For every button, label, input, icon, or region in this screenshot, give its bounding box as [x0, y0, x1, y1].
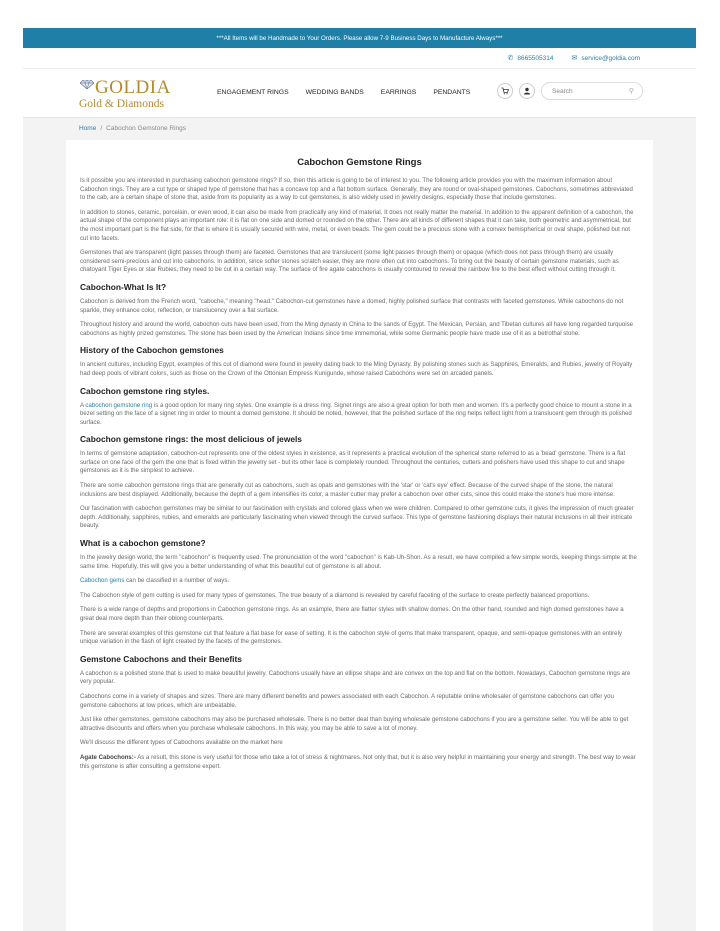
cabochon-gems-link[interactable]: Cabochon gems — [80, 577, 125, 585]
article-paragraph: Our fascination with cabochon gemstones may be similar to our fascination with crystals and colored glass when we were children. Compared to other gemstone cuts, it gives the impression of much greater depth. Additionally, sapphires, rubies, and emeralds are particularly fascinating when viewed through the curved surface. This type of gemstone fashioning displays their natural inclusions in all their intricate beauty. — [80, 505, 634, 530]
breadcrumb-home[interactable]: Home — [79, 124, 97, 132]
article-paragraph: There are several examples of this gemstone cut that feature a flat base for ease of setting. It is the cabochon style of gems that make transparent, opaque, and semi-opaque gemstones with an entirely unique variation in the flash of light created by the facets of the gemstones. — [80, 629, 622, 646]
nav-earrings[interactable]: EARRINGS — [380, 89, 417, 96]
text-span: is a good option for many ring styles. One example is a dress ring. Signet rings are also a great option for both men and women. It's a perfectly good choice to mount a stone in a bezel setting on the face of a signet ring in order to mount a domed gemstone. It should be noted, however, that the polished surface of the ring helps reflect light from a translucent gem through its polished surface. — [80, 401, 632, 426]
article-paragraph: The Cabochon style of gem cutting is used for many types of gemstones. The true beauty of a diamond is revealed by careful faceting of the surface to create perfectly balanced proportions. — [80, 591, 590, 599]
text-span: As a result, this stone is very useful for those who take a lot of stress & nightmares. Not only that, but it is also very helpful in maintaining your energy and strength. The best way to wear this gemstone is after consulting a gemstone expert. — [80, 753, 636, 770]
phone-link[interactable] — [507, 54, 553, 62]
article-paragraph: Cabochon is derived from the French word, "caboche," meaning "head." Cabochon-cut gemstones have a domed, highly polished surface that contrasts with faceted gemstones. While cabochons do not sparkle, they enhance color, reflection, or translucency over a flat surface. — [80, 297, 624, 314]
logo-title: GOLDIA — [95, 77, 171, 98]
page — [23, 28, 696, 931]
envelope-icon: ✉ — [571, 55, 578, 62]
article-paragraph — [80, 402, 639, 428]
cart-icon — [501, 87, 509, 95]
article-paragraph: In addition to stones, ceramic, porcelain, or even wood, it can also be made from practically any kind of material. It does not really matter the material. In addition to the apparent definition of a cabochon, the actual shape of the component plays an important role: it is flat on one side and domed or rounded on the other. There are all kinds of different shapes that it can take, both geometric and asymmetrical, but the most important part is the flat side, for that is where it is usually secured with wire, metal, or even beads. The gem could be a precious stone with a convex hemispherical or oval shape, polished but not cut into facets. — [80, 208, 634, 242]
account-button[interactable] — [519, 83, 535, 99]
article-paragraph — [80, 754, 639, 771]
section-heading: What is a cabochon gemstone? — [80, 538, 206, 549]
article-paragraph: Throughout history and around the world, cabochon cuts have been used, from the Ming dynasty in China to the sands of Egypt. The Mexican, Persian, and Tibetan cultures all have long regarded turquoise cabochons as highly prized gemstones. The stone has been used by the American Indians since time immemorial, while some Germanic people have made use of it as a betrothal stone. — [80, 321, 634, 337]
text-span: can be classified in a number of ways. — [124, 577, 230, 585]
article-content — [66, 140, 653, 931]
contact-bar — [23, 48, 696, 68]
phone-number: 8665505314 — [517, 55, 554, 62]
article-paragraph: There are some cabochon gemstone rings that are generally cut as cabochons, such as opals and gemstones with the 'star' or 'cat's eye' effect. Because of the curved shape of the stone, the natural inclusions are best displayed. Additionally, because the depth of a gem intensifies its color, a master cutter may prefer a cabochon over other cuts, since this could make the stone's hue more intense. — [80, 482, 615, 498]
section-heading: History of the Cabochon gemstones — [80, 345, 224, 356]
phone-icon: ✆ — [507, 55, 514, 62]
nav-wedding-bands[interactable]: WEDDING BANDS — [305, 89, 364, 96]
main-nav — [217, 89, 470, 96]
announcement-text: ***All Items will be Handmade to Your Orders. Please allow 7-9 Business Days to Manufacture Always*** — [216, 34, 503, 42]
article-paragraph: Gemstones that are transparent (light passes through them) are faceted. Gemstones that are translucent (some light passes through them) or opaque (which does not pass through them) are usually considered semi-precious and cut into cabochons. In addition, since softer stones scratch easier, they are more often cut into cabochons. To bring out the beauty of certain gemstone materials, such as chatoyant Tiger Eyes or star Rubies, they need to be cut in a certain way. The surface of fire agate cabochons is usually contoured to reveal the rainbow fire to the best effect without cutting through it. — [80, 249, 619, 274]
article-paragraph — [80, 577, 639, 586]
article-paragraph: Just like other gemstones, gemstone cabochons may also be purchased wholesale. There is no better deal than buying wholesale gemstone cabochons if you are a gemstone seller. You will be able to get attractive discounts and offers when you purchase wholesale cabochons. In this way, you may be able to save a lot of money. — [80, 716, 629, 732]
email-address: service@goldia.com — [581, 55, 640, 62]
cabochon-ring-link[interactable]: cabochon gemstone ring — [85, 401, 153, 409]
announcement-bar — [23, 28, 696, 48]
article-paragraph: There is a wide range of depths and proportions in Cabochon gemstone rings. As an example, there are flatter styles with shallow domes. On the other hand, rounded and high domed gemstones have a great deal more depth than their oblong counterparts. — [80, 606, 624, 622]
breadcrumb-separator: / — [100, 124, 103, 132]
nav-engagement-rings[interactable]: ENGAGEMENT RINGS — [217, 89, 289, 96]
article-paragraph: We'll discuss the different types of Cabochons available on the market here — [80, 739, 283, 747]
breadcrumb-current: Cabochon Gemstone Rings — [106, 124, 187, 132]
diamond-logo-icon — [80, 80, 94, 89]
section-heading: Cabochon gemstone ring styles. — [80, 385, 210, 396]
section-heading: Cabochon gemstone rings: the most delicious of jewels — [80, 434, 302, 445]
article-paragraph: A cabochon is a polished stone that is used to make beautiful jewelry. Cabochons usually have an ellipse shape and are convex on the top and flat on the bottom. Nowadays, Cabochon gemstone rings are very popular. — [80, 669, 631, 686]
search-input[interactable] — [541, 82, 643, 100]
search-placeholder: Search — [552, 87, 573, 95]
breadcrumb — [23, 118, 696, 138]
email-link[interactable] — [572, 54, 641, 62]
search-icon[interactable]: ⚲ — [628, 88, 634, 95]
article-paragraph: In the jewelry design world, the term "cabochon" is frequently used. The pronunciation of the word "cabochon" is Kab-Uh-Shon. As a result, we have compiled a few simple words, keeping things simple at the same time. Hopefully, this will give you a better understanding of what this beautiful cut of gemstone is all about. — [80, 554, 637, 570]
logo-subtitle: Gold & Diamonds — [79, 98, 164, 110]
article-paragraph: In ancient cultures, including Egypt, examples of this cut of diamond were found in jewelry dating back to the Ming Dynasty. By polishing stones such as Sapphires, Emeralds, and Rubies, jewelry of Royalty had deep pools of vibrant colors, such as those on the Crown of the Ottonian Empress Kunigunde, whose raised Cabochons were set on arcaded panels. — [80, 361, 633, 377]
article-paragraph: In terms of gemstone adaptation, cabochon-cut represents one of the oldest styles in existence, as it represents a practical evolution of the spherical stone referred to as a 'bead' gemstone. There is a flat surface on one face of the gem the one that is fixed within the jewelry set - but its other face is completely rounded. Throughout the centuries, cutters and polishers have used this shape to cut and shape gemstones as it is the simplest to achieve. — [80, 450, 626, 475]
site-header — [23, 68, 696, 118]
cart-button[interactable] — [497, 83, 513, 99]
user-icon — [523, 87, 531, 95]
text-span: A — [80, 401, 86, 409]
section-heading: Gemstone Cabochons and their Benefits — [80, 653, 242, 664]
article-paragraph: Is it possible you are interested in purchasing cabochon gemstone rings? If so, then this article is going to be of interest to you. The following article provides you with the maximum information about Cabochon rings. They are a cut type or shaped type of gemstone that has a concave top and a flat bottom surface. Generally, they are round or oval-shaped gemstones. Cabochons, sometimes abbreviated to the cab, are a certain shape of stone that, aside from its popularity as a way to cut gemstones, is also widely used in jewelry designs, especially those that include gemstones. — [80, 177, 633, 202]
nav-pendants[interactable]: PENDANTS — [433, 89, 471, 96]
article-paragraph: Cabochons come in a variety of shapes and sizes. There are many different benefits and powers associated with each Cabochon. A reputable online wholesaler of gemstone cabochons can offer you gemstone cabochons at low prices, which are unbeatable. — [80, 692, 614, 709]
agate-label: Agate Cabochons:- — [80, 753, 136, 761]
section-heading: Cabochon-What Is It? — [80, 281, 167, 292]
page-title: Cabochon Gemstone Rings — [297, 157, 422, 168]
